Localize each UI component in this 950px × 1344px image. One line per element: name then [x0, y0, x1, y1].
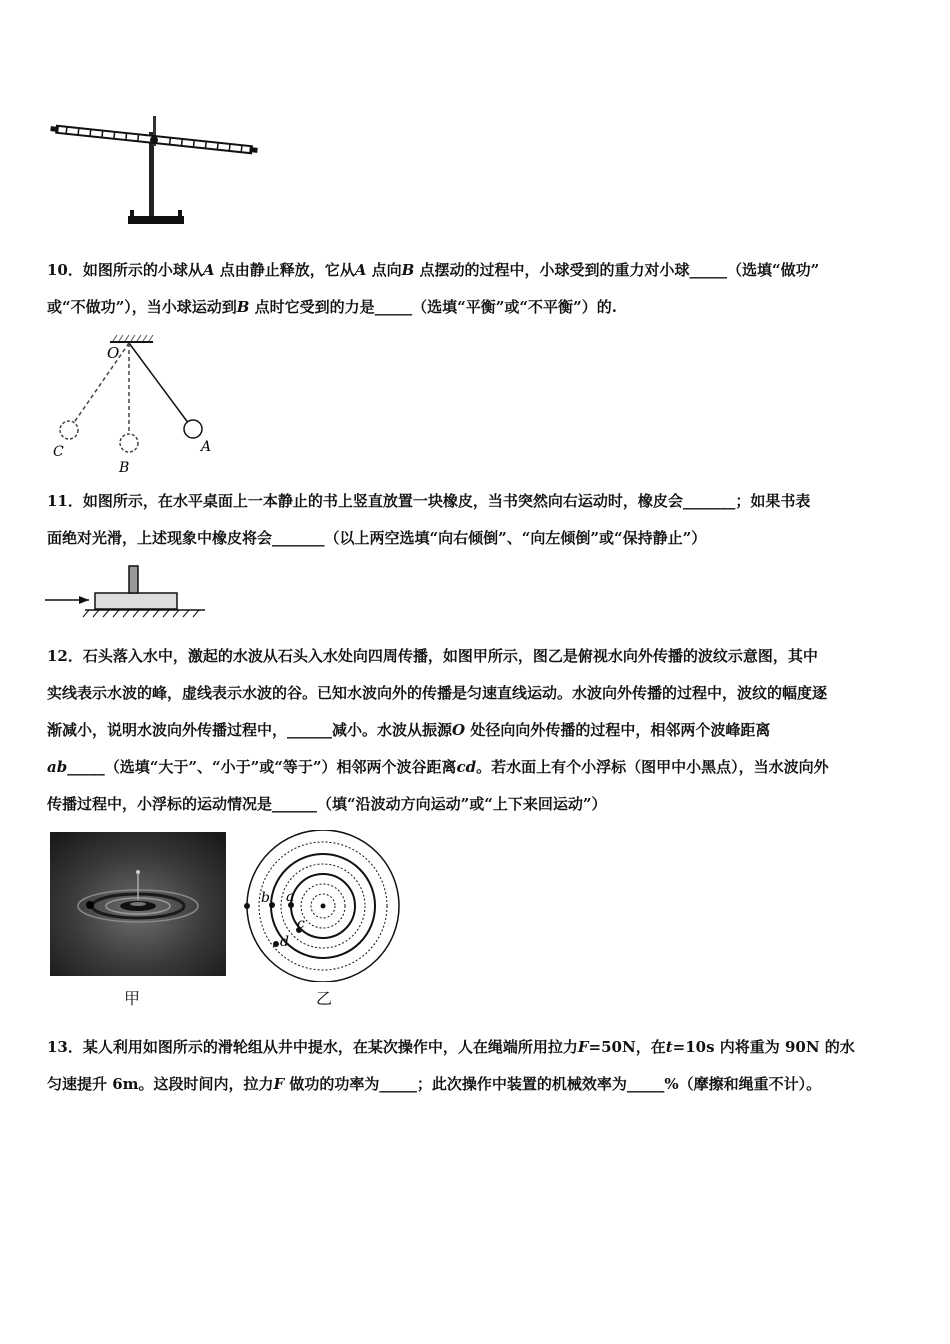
ripple-diagram-yi: [243, 830, 403, 982]
book-eraser-figure: [45, 562, 210, 618]
pendulum-label-a: A: [201, 439, 212, 455]
pendulum-figure: [45, 332, 225, 477]
pendulum-label-b: B: [119, 460, 130, 476]
ripple-photo-jia: [50, 832, 226, 976]
pendulum-label-c: C: [53, 444, 64, 460]
question-12: 12．石头落入水中，激起的水波从石头入水处向四周传播，如图甲所示，图乙是俯视水向外传播的波纹示意图，其中 实线表示水波的峰，虚线表示水波的谷。已知水波向外的传播是匀速直线运动。水波向外传播的过程中，波纹的幅度逐 渐减小，说明水波向外传播过程中，______减小。水波从振源O 处径向向外传播的过程中，相邻两个波峰距离 ab_____（选填“大于”、“小于”或“等于”）相邻两个波谷距离cd。若水面上有个小浮标（图甲中小黑点），当水波向外 传播过程中，小浮标的运动情况是______（填“沿波动方向运动”或“上下来回运动”）: [47, 647, 829, 813]
ripple-label-a: a: [286, 889, 295, 905]
lever-stand-figure: [50, 112, 265, 232]
ripple-label-c: c: [297, 916, 305, 932]
caption-jia: 甲: [124, 989, 141, 1008]
ripple-label-d: d: [280, 934, 289, 950]
question-10: 10．如图所示的小球从A 点由静止释放，它从A 点向B 点摆动的过程中，小球受到的重力对小球_____（选填“做功” 或“不做功”），当小球运动到B 点时它受到的力是_____（选填“平衡”或“不平衡”）的.: [47, 261, 820, 316]
caption-yi: 乙: [316, 989, 333, 1008]
question-13: 13．某人利用如图所示的滑轮组从井中提水，在某次操作中，人在绳端所用拉力F=50N，在t=10s 内将重为 90N 的水 匀速提升 6m。这段时间内，拉力F 做功的功率为_____；此次操作中装置的机械效率为_____%（摩擦和绳重不计）。: [47, 1038, 855, 1093]
pendulum-label-o: O: [107, 344, 120, 362]
ripple-label-b: b: [261, 890, 270, 906]
question-11: 11．如图所示，在水平桌面上一本静止的书上竖直放置一块橡皮，当书突然向右运动时，橡皮会_______；如果书表 面绝对光滑，上述现象中橡皮将会_______（以上两空选填“向右倾倒”、“向左倾倒”或“保持静止”）: [47, 492, 811, 547]
